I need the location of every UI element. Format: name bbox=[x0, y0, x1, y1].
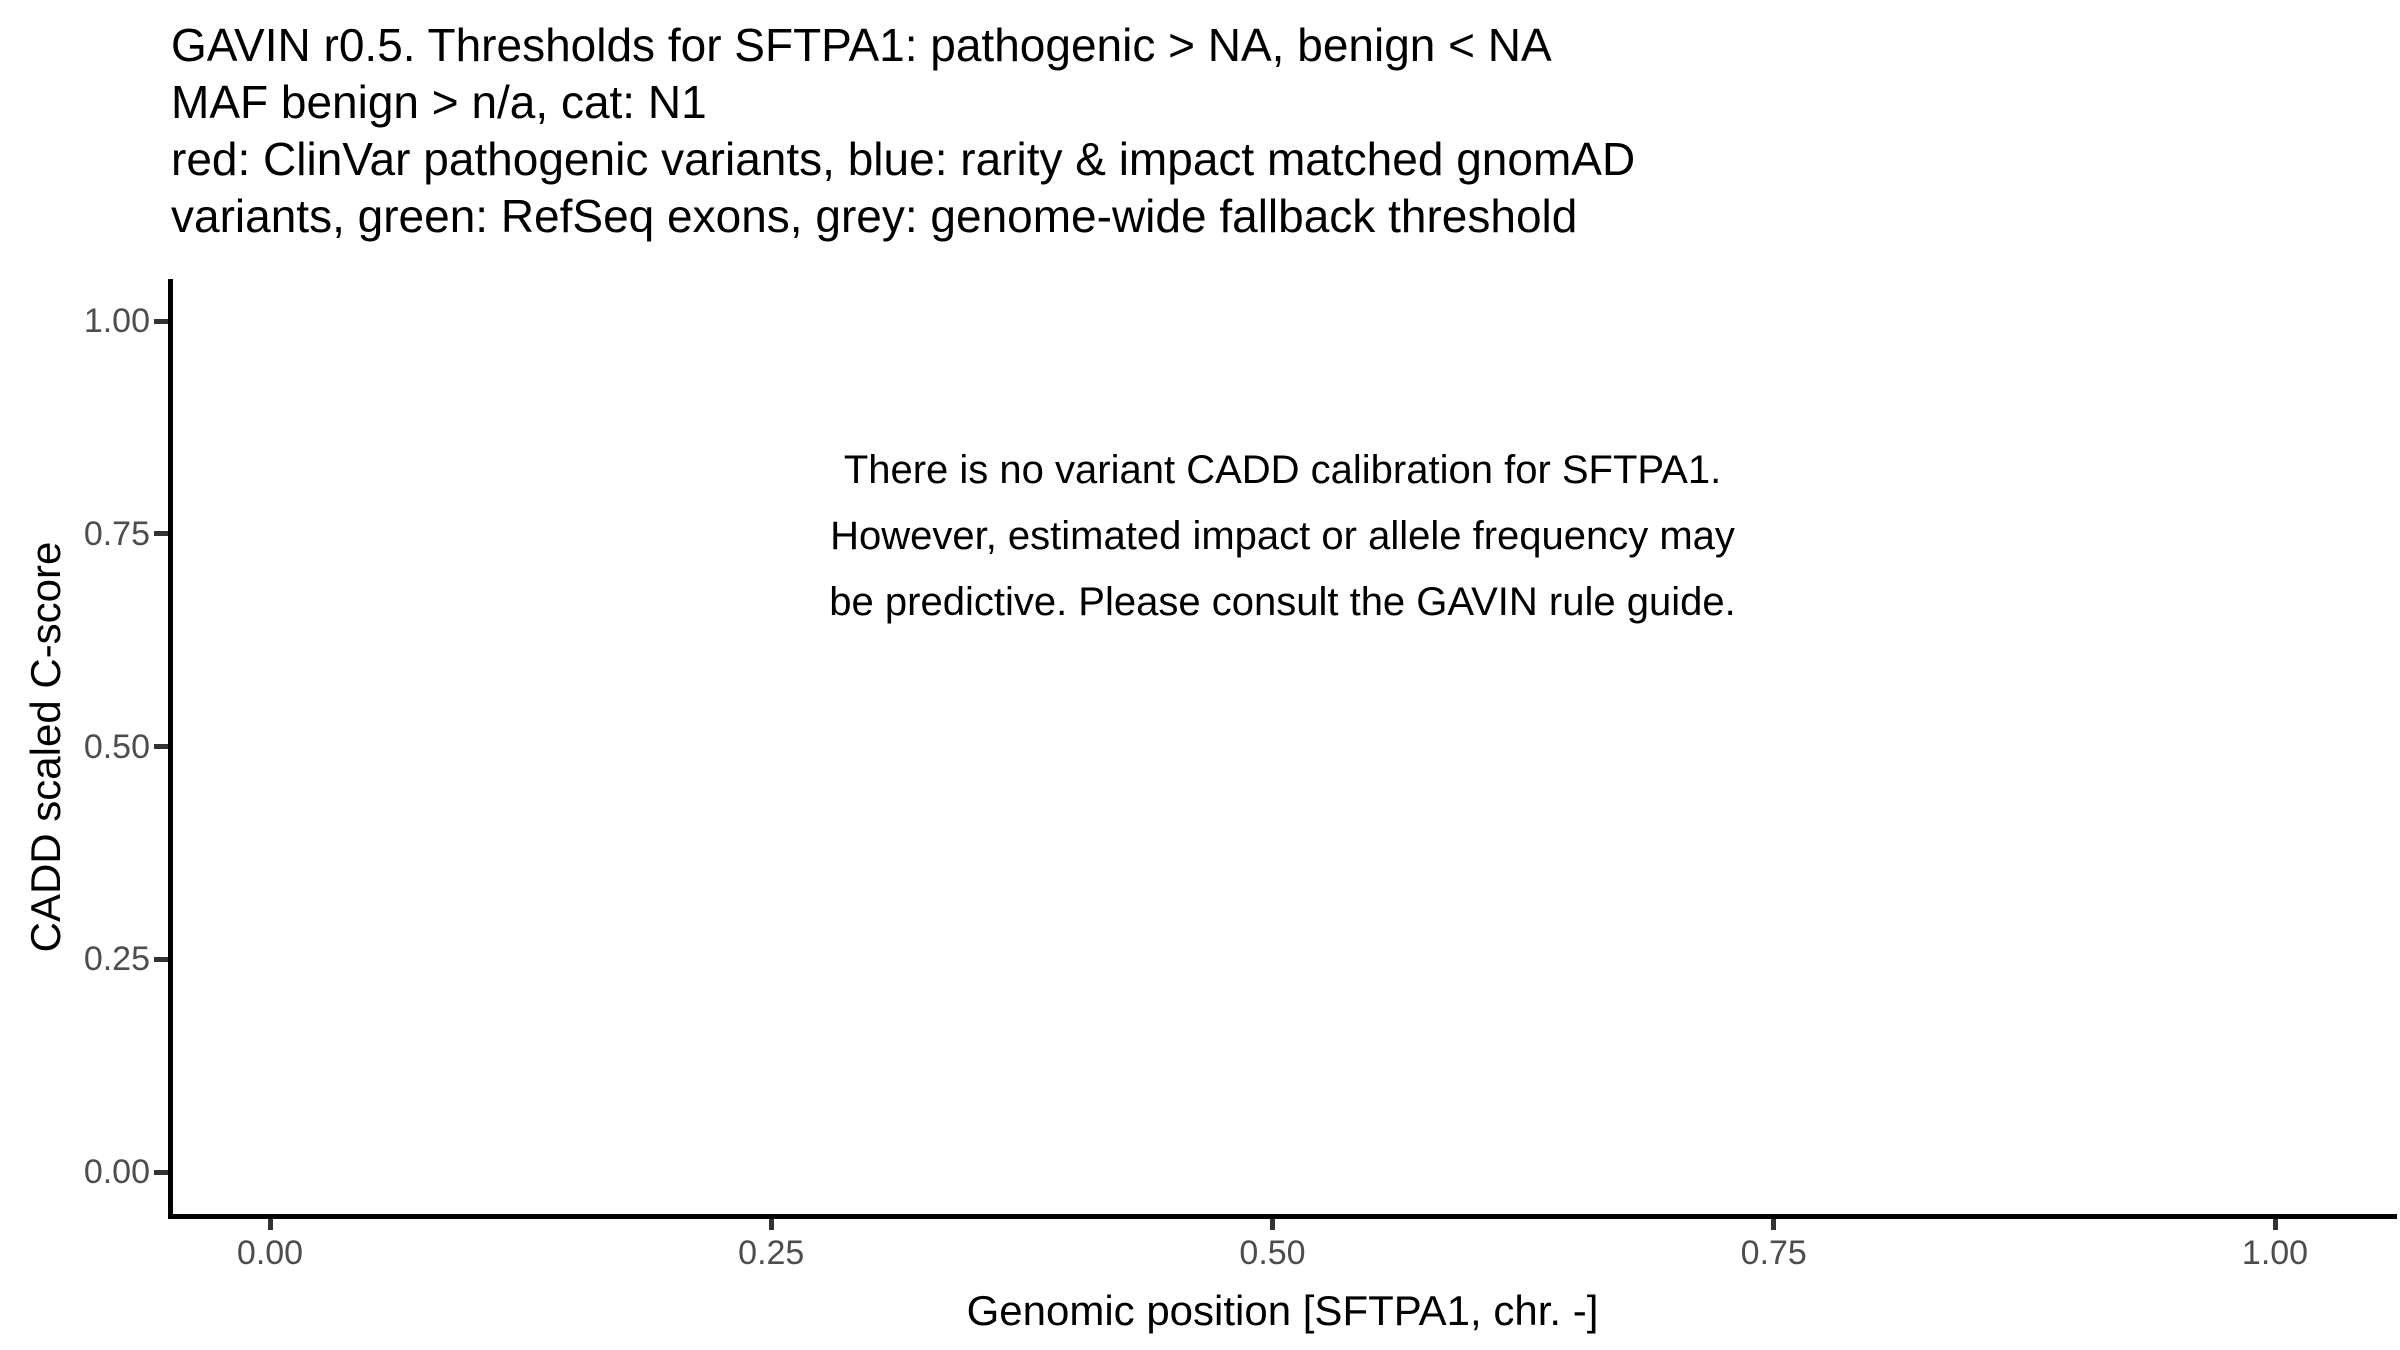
x-tick-label-1.00: 1.00 bbox=[2241, 1234, 2309, 1272]
no-calibration-annotation bbox=[168, 437, 2397, 635]
annotation-line-3: be predictive. Please consult the GAVIN rule guide. bbox=[829, 580, 1736, 624]
y-tick-mark-0.50 bbox=[154, 744, 168, 749]
y-tick-label-0.75: 0.75 bbox=[83, 514, 150, 553]
y-tick-label-1.00: 1.00 bbox=[83, 302, 150, 340]
x-tick-mark-1.00 bbox=[2273, 1219, 2278, 1230]
y-tick-label-0.50: 0.50 bbox=[83, 727, 150, 766]
plot-title-line-2: MAF benign > n/a, cat: N1 bbox=[171, 76, 707, 128]
y-tick-mark-1.00 bbox=[154, 319, 168, 324]
annotation-line-2: However, estimated impact or allele frequency may bbox=[830, 514, 1735, 558]
x-tick-mark-0.50 bbox=[1270, 1219, 1275, 1230]
plot-panel bbox=[168, 279, 2397, 1219]
plot-title-line-1: GAVIN r0.5. Thresholds for SFTPA1: pathogenic > NA, benign < NA bbox=[171, 19, 1552, 71]
x-tick-mark-0.25 bbox=[769, 1219, 774, 1230]
annotation-line-1: There is no variant CADD calibration for SFTPA1. bbox=[843, 448, 1722, 492]
y-tick-label-0.00: 0.00 bbox=[83, 1153, 150, 1191]
x-axis-title: Genomic position [SFTPA1, chr. -] bbox=[966, 1287, 1599, 1334]
plot-title bbox=[171, 17, 1635, 245]
x-tick-mark-0.00 bbox=[268, 1219, 273, 1230]
x-tick-label-0.25: 0.25 bbox=[738, 1234, 805, 1272]
x-tick-label-0.00: 0.00 bbox=[236, 1234, 304, 1272]
x-tick-mark-0.75 bbox=[1771, 1219, 1776, 1230]
plot-title-line-3: red: ClinVar pathogenic variants, blue: rarity & impact matched gnomAD bbox=[171, 133, 1636, 185]
y-tick-mark-0.25 bbox=[154, 957, 168, 962]
y-tick-mark-0.00 bbox=[154, 1170, 168, 1175]
y-tick-mark-0.75 bbox=[154, 531, 168, 536]
plot-title-line-4: variants, green: RefSeq exons, grey: genome-wide fallback threshold bbox=[171, 190, 1578, 242]
x-tick-label-0.50: 0.50 bbox=[1239, 1234, 1306, 1272]
x-tick-label-0.75: 0.75 bbox=[1740, 1234, 1807, 1272]
y-axis-title: CADD scaled C-score bbox=[22, 541, 69, 953]
y-tick-label-0.25: 0.25 bbox=[83, 940, 150, 979]
